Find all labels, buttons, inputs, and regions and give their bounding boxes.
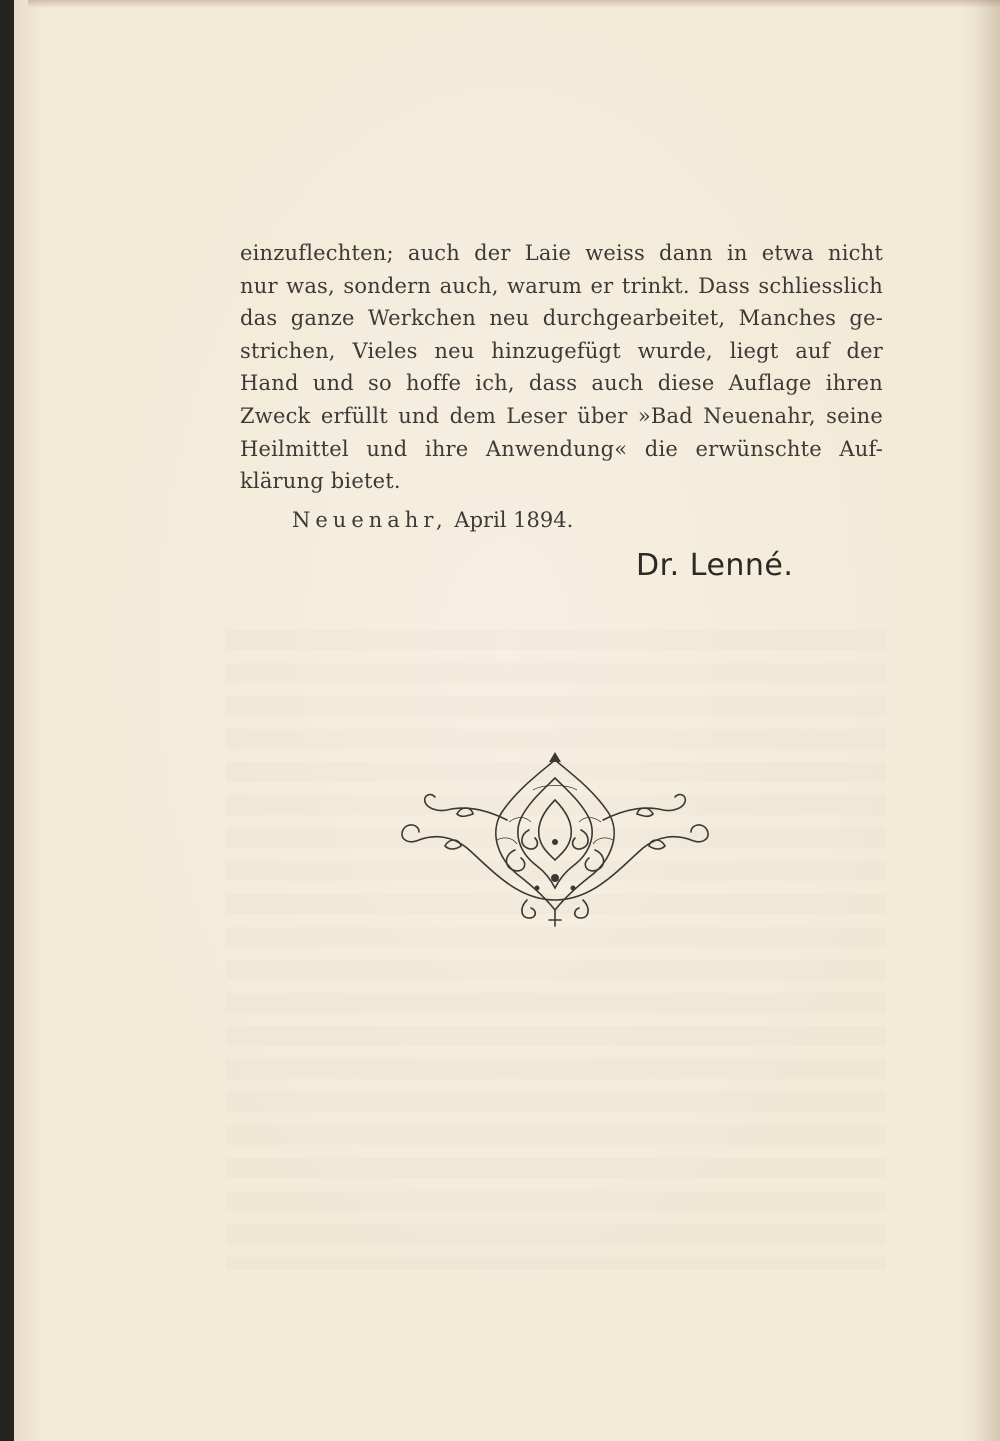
author-signature: Dr. Lenné. — [636, 548, 794, 583]
text-line: Hand und so hoffe ich, dass auch diese Auflage ihren — [240, 371, 883, 396]
text-line: strichen, Vieles neu hinzugefügt wurde, liegt auf der — [240, 338, 883, 363]
text-line: klärung bietet. — [240, 469, 401, 494]
dateline — [292, 508, 573, 532]
dateline-place: Neuenahr, — [292, 508, 448, 532]
page-right-edge-shadow — [974, 0, 1000, 1441]
ornament-vignette — [397, 750, 713, 930]
body-paragraph — [240, 237, 883, 498]
page-top-edge — [28, 0, 1000, 8]
text-line: das ganze Werkchen neu durchgearbeitet, Manches ge- — [240, 306, 883, 331]
dateline-date: April 1894. — [454, 508, 574, 532]
text-line: nur was, sondern auch, warum er trinkt. Dass schliesslich — [240, 273, 883, 298]
book-spine-edge — [0, 0, 14, 1441]
show-through-text — [226, 630, 886, 1270]
text-line: einzuflechten; auch der Laie weiss dann in etwa nicht — [240, 241, 883, 265]
text-line: Heilmittel und ihre Anwendung« die erwünschte Auf- — [240, 436, 883, 461]
text-line: Zweck erfüllt und dem Leser über »Bad Neuenahr, seine — [240, 403, 883, 428]
